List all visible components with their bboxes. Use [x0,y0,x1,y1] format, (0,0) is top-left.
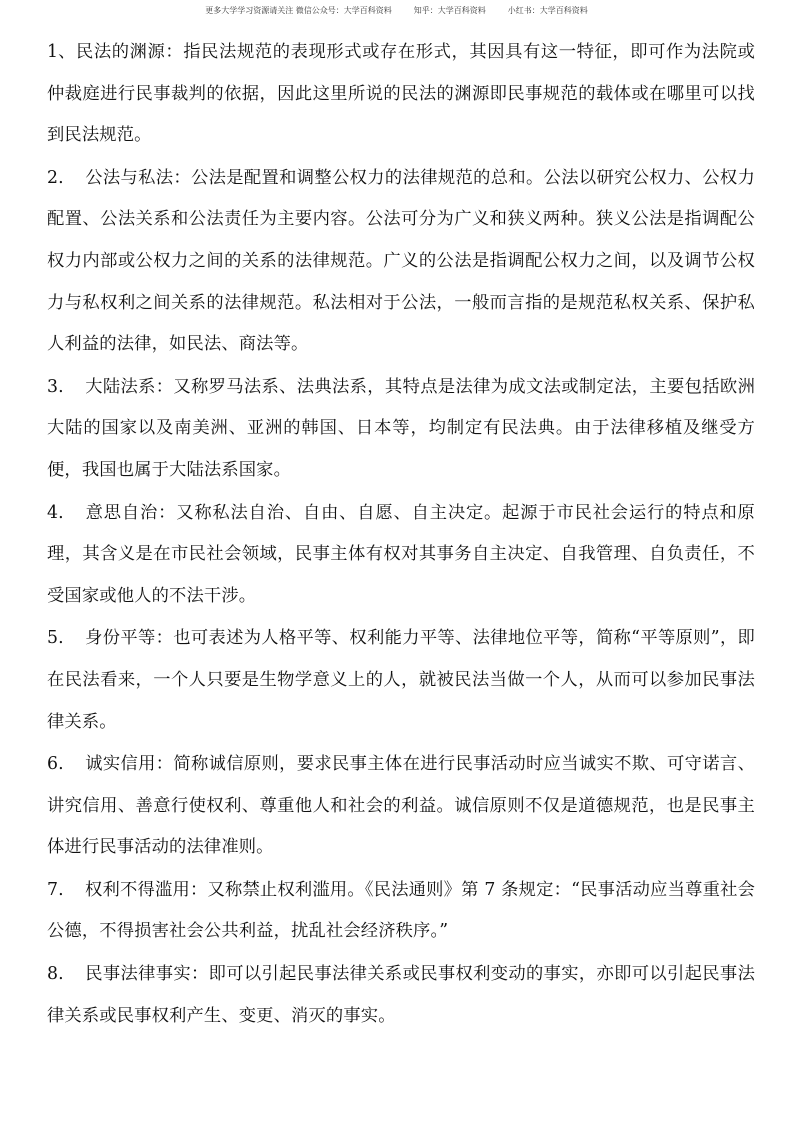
document-body [47,32,755,1038]
header-wechat-note: 更多大学学习资源请关注 微信公众号：大学百科资料 [205,6,392,15]
header-xiaohongshu-note: 小红书：大学百科资料 [507,6,588,15]
entry-number: 6. [47,754,64,775]
entry-number: 4. [47,502,64,523]
term-entry-6 [47,744,755,869]
entry-text: 意思自治：又称私法自治、自由、自愿、自主决定。起源于市民社会运行的特点和原理，其含义是在市民社会领域，民事主体有权对其事务自主决定、自我管理、自负责任，不受国家或他人的不法干涉。 [47,502,755,606]
entry-number: 5. [47,628,64,649]
term-entry-3 [47,367,755,492]
term-entry-4 [47,493,755,618]
entry-number: 8. [47,964,64,985]
term-entry-7 [47,870,755,953]
entry-number: 3. [47,376,64,397]
entry-text: 大陆法系：又称罗马法系、法典法系，其特点是法律为成文法或制定法，主要包括欧洲大陆的国家以及南美洲、亚洲的韩国、日本等，均制定有民法典。由于法律移植及继受方便，我国也属于大陆法系国家。 [47,376,755,480]
header-zhihu-note: 知乎：大学百科资料 [413,6,486,15]
entry-text: 权利不得滥用：又称禁止权利滥用。《民法通则》第 7 条规定：“民事活动应当尊重社会公德，不得损害社会公共利益，扰乱社会经济秩序。” [47,879,755,942]
term-entry-8 [47,954,755,1037]
entry-number: 2. [47,167,64,188]
entry-text: 诚实信用：简称诚信原则，要求民事主体在进行民事活动时应当诚实不欺、可守诺言、讲究信用、善意行使权利、尊重他人和社会的利益。诚信原则不仅是道德规范，也是民事主体进行民事活动的法律准则。 [47,754,755,858]
entry-text: 身份平等：也可表述为人格平等、权利能力平等、法律地位平等，简称“平等原则”，即在民法看来，一个人只要是生物学意义上的人，就被民法当做一个人，从而可以参加民事法律关系。 [47,628,755,732]
term-entry-2 [47,158,755,366]
page-header [0,6,793,16]
term-entry-1 [47,32,755,157]
entry-number: 1、 [47,42,76,62]
entry-number: 7. [47,879,64,900]
entry-text: 民事法律事实：即可以引起民事法律关系或民事权利变动的事实，亦即可以引起民事法律关系或民事权利产生、变更、消灭的事实。 [47,964,755,1026]
entry-text: 民法的渊源：指民法规范的表现形式或存在形式，其因具有这一特征，即可作为法院或仲裁庭进行民事裁判的依据，因此这里所说的民法的渊源即民事规范的载体或在哪里可以找到民法规范。 [47,42,755,146]
entry-text: 公法与私法：公法是配置和调整公权力的法律规范的总和。公法以研究公权力、公权力配置、公法关系和公法责任为主要内容。公法可分为广义和狭义两种。狭义公法是指调配公权力内部或公权力之间的关系的法律规范。广义的公法是指调配公权力之间，以及调节公权力与私权利之间关系的法律规范。私法相对于公法，一般而言指的是规范私权关系、保护私人利益的法律，如民法、商法等。 [47,167,755,355]
term-entry-5 [47,618,755,743]
